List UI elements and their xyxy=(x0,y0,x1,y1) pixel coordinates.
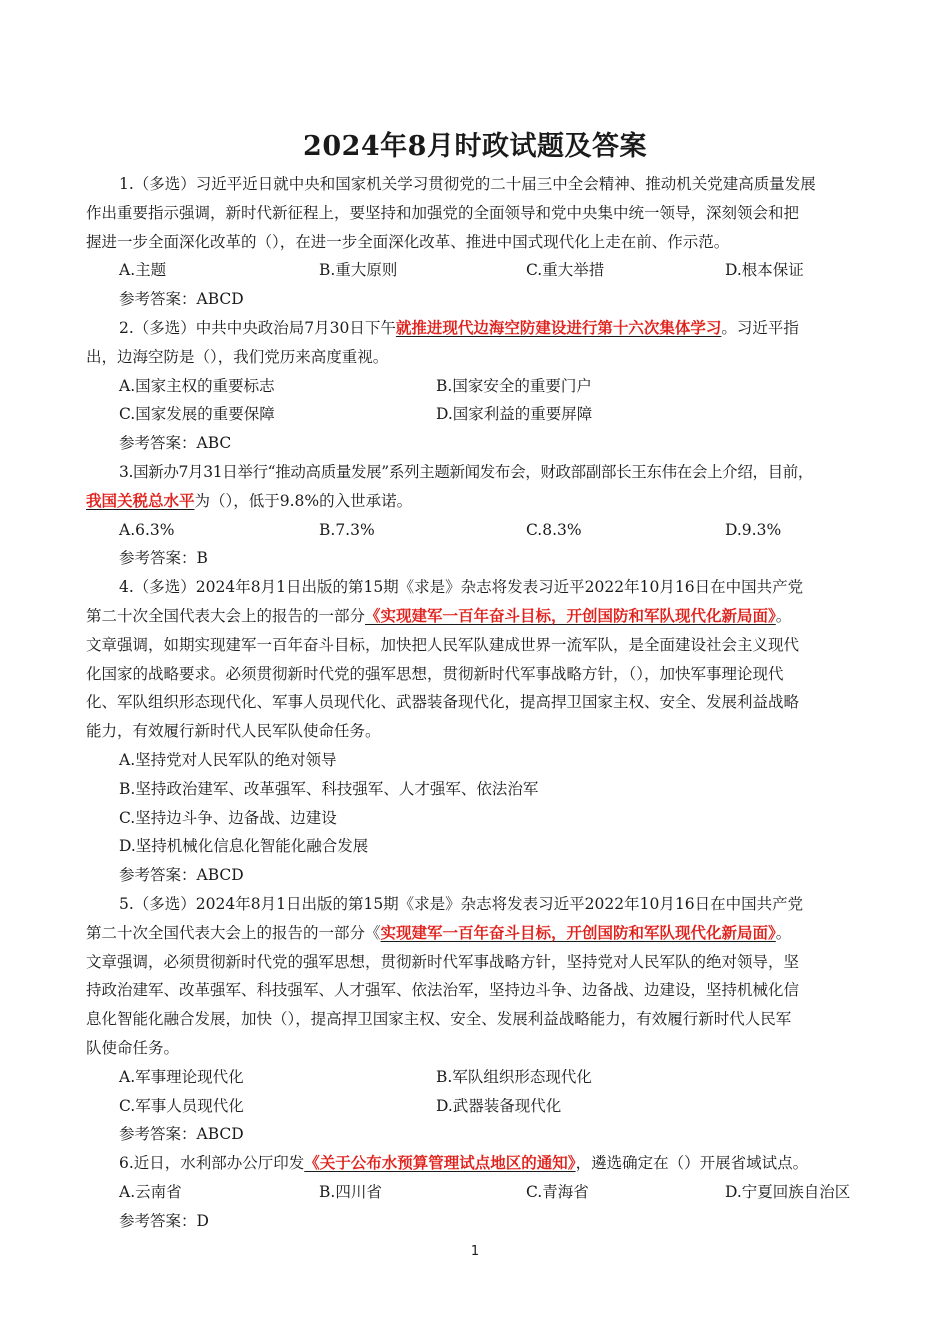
q1-option-a: A.主题 xyxy=(119,261,167,280)
q3-option-b: B.7.3% xyxy=(319,520,375,539)
q6-option-d: D.宁夏回族自治区 xyxy=(725,1182,851,1201)
q6-text-line-1 xyxy=(86,1149,864,1178)
q5-option-c: C.军事人员现代化 xyxy=(119,1096,244,1115)
q1-option-c: C.重大举措 xyxy=(526,261,605,280)
q5-text-line-2 xyxy=(86,919,864,948)
q5-options-row-2 xyxy=(86,1092,864,1121)
q2-answer: 参考答案：ABC xyxy=(119,434,232,453)
q2-text-line-1 xyxy=(86,314,864,343)
q2-text-pre: 2.（多选）中共中央政治局7月30日下午 xyxy=(119,318,396,337)
q1-options xyxy=(86,256,864,285)
q1-text-line-2: 作出重要指示强调，新时代新征程上，要坚持和加强党的全面领导和党中央集中统一领导，深刻领会和把 xyxy=(86,203,800,222)
q4-text-line-6: 能力，有效履行新时代人民军队使命任务。 xyxy=(86,722,381,741)
q5-option-a: A.军事理论现代化 xyxy=(119,1067,244,1086)
q4-option-a: A.坚持党对人民军队的绝对领导 xyxy=(119,750,337,769)
q6-option-b: B.四川省 xyxy=(319,1182,382,1201)
q4-highlight-link[interactable]: 《实现建军一百年奋斗目标，开创国防和军队现代化新局面》 xyxy=(365,605,776,625)
question-list xyxy=(86,170,864,1235)
q6-option-c: C.青海省 xyxy=(526,1182,589,1201)
q2-text-post: 。习近平指 xyxy=(721,318,799,337)
page-title: 2024年8月时政试题及答案 xyxy=(303,131,647,162)
q5-text-pre: 第二十次全国代表大会上的报告的一部分《 xyxy=(86,923,381,942)
q3-options xyxy=(86,516,864,545)
q3-text-post: 为（），低于9.8%的入世承诺。 xyxy=(194,491,413,510)
q6-text-post: ，遴选确定在（）开展省域试点。 xyxy=(575,1154,809,1173)
q2-option-c: C.国家发展的重要保障 xyxy=(119,405,275,424)
q4-option-c: C.坚持边斗争、边备战、边建设 xyxy=(119,808,337,827)
q5-text-post: 。 xyxy=(775,923,792,942)
q5-text-line-5: 息化智能化融合发展，加快（），提高捍卫国家主权、安全、发展利益战略能力，有效履行新时代人民军 xyxy=(86,1010,792,1029)
q2-highlight-link[interactable]: 就推进现代边海空防建设进行第十六次集体学习 xyxy=(395,317,722,337)
q5-option-b: B.军队组织形态现代化 xyxy=(436,1067,592,1086)
q1-text-line-1: 1.（多选）习近平近日就中央和国家机关学习贯彻党的二十届三中全会精神、推动机关党建高质量发展 xyxy=(119,175,816,193)
q5-option-d: D.武器装备现代化 xyxy=(436,1096,562,1115)
q6-highlight-link[interactable]: 《关于公布水预算管理试点地区的通知》 xyxy=(304,1153,576,1173)
q4-text-line-5: 化、军队组织形态现代化、军事人员现代化、武器装备现代化，提高捍卫国家主权、安全、发展利益战略 xyxy=(86,693,800,712)
q6-answer: 参考答案：D xyxy=(119,1211,209,1230)
q3-text-line-1: 3.国新办7月31日举行“推动高质量发展”系列主题新闻发布会，财政部副部长王东伟在会上介绍，目前， xyxy=(119,462,814,481)
q5-text-line-4: 持政治建军、改革强军、科技强军、人才强军、依法治军，坚持边斗争、边备战、边建设，坚持机械化信 xyxy=(86,981,800,1000)
q3-option-c: C.8.3% xyxy=(526,520,582,539)
q5-answer: 参考答案：ABCD xyxy=(119,1125,244,1144)
q4-text-post: 。 xyxy=(775,606,792,625)
q2-text-line-2: 出，边海空防是（），我们党历来高度重视。 xyxy=(86,347,389,366)
q5-text-line-1: 5.（多选）2024年8月1日出版的第15期《求是》杂志将发表习近平2022年10月16日在中国共产党 xyxy=(119,894,804,913)
q1-option-d: D.根本保证 xyxy=(725,261,804,280)
q4-text-line-4: 化国家的战略要求。必须贯彻新时代党的强军思想，贯彻新时代军事战略方针，（），加快军事理论现代 xyxy=(86,664,784,683)
q6-options xyxy=(86,1178,864,1207)
q4-answer: 参考答案：ABCD xyxy=(119,866,244,885)
q5-text-line-3: 文章强调，必须贯彻新时代党的强军思想，贯彻新时代军事战略方针，坚持党对人民军队的绝对领导，坚 xyxy=(86,952,800,971)
q5-highlight-link[interactable]: 实现建军一百年奋斗目标，开创国防和军队现代化新局面》 xyxy=(380,922,776,942)
q2-options-row-2 xyxy=(86,400,864,429)
q3-text-line-2 xyxy=(86,487,864,516)
q4-text-line-3: 文章强调，如期实现建军一百年奋斗目标，加快把人民军队建成世界一流军队，是全面建设社会主义现代 xyxy=(86,635,800,654)
q3-option-a: A.6.3% xyxy=(119,520,175,539)
q3-answer: 参考答案：B xyxy=(119,549,208,568)
q1-option-b: B.重大原则 xyxy=(319,261,398,280)
q3-highlight-link[interactable]: 我国关税总水平 xyxy=(86,490,195,510)
q1-text-line-3: 握进一步全面深化改革的（），在进一步全面深化改革、推进中国式现代化上走在前、作示范。 xyxy=(86,232,730,251)
q5-text-line-6: 队使命任务。 xyxy=(86,1038,180,1057)
q4-text-line-2 xyxy=(86,602,864,631)
q4-text-pre: 第二十次全国代表大会上的报告的一部分 xyxy=(86,606,366,625)
q6-option-a: A.云南省 xyxy=(119,1182,182,1201)
q4-option-b: B.坚持政治建军、改革强军、科技强军、人才强军、依法治军 xyxy=(119,779,539,798)
q1-answer: 参考答案：ABCD xyxy=(119,290,244,309)
q6-text-pre: 6.近日，水利部办公厅印发 xyxy=(119,1154,305,1173)
q2-option-a: A.国家主权的重要标志 xyxy=(119,376,275,395)
page-number: 1 xyxy=(470,1244,480,1259)
q4-text-line-1: 4.（多选）2024年8月1日出版的第15期《求是》杂志将发表习近平2022年10月16日在中国共产党 xyxy=(119,578,804,597)
q4-option-d: D.坚持机械化信息化智能化融合发展 xyxy=(119,837,369,856)
q5-options-row-1 xyxy=(86,1063,864,1092)
q2-option-d: D.国家利益的重要屏障 xyxy=(436,405,593,424)
q3-option-d: D.9.3% xyxy=(725,520,782,539)
q2-options-row-1 xyxy=(86,372,864,401)
q2-option-b: B.国家安全的重要门户 xyxy=(436,376,592,395)
